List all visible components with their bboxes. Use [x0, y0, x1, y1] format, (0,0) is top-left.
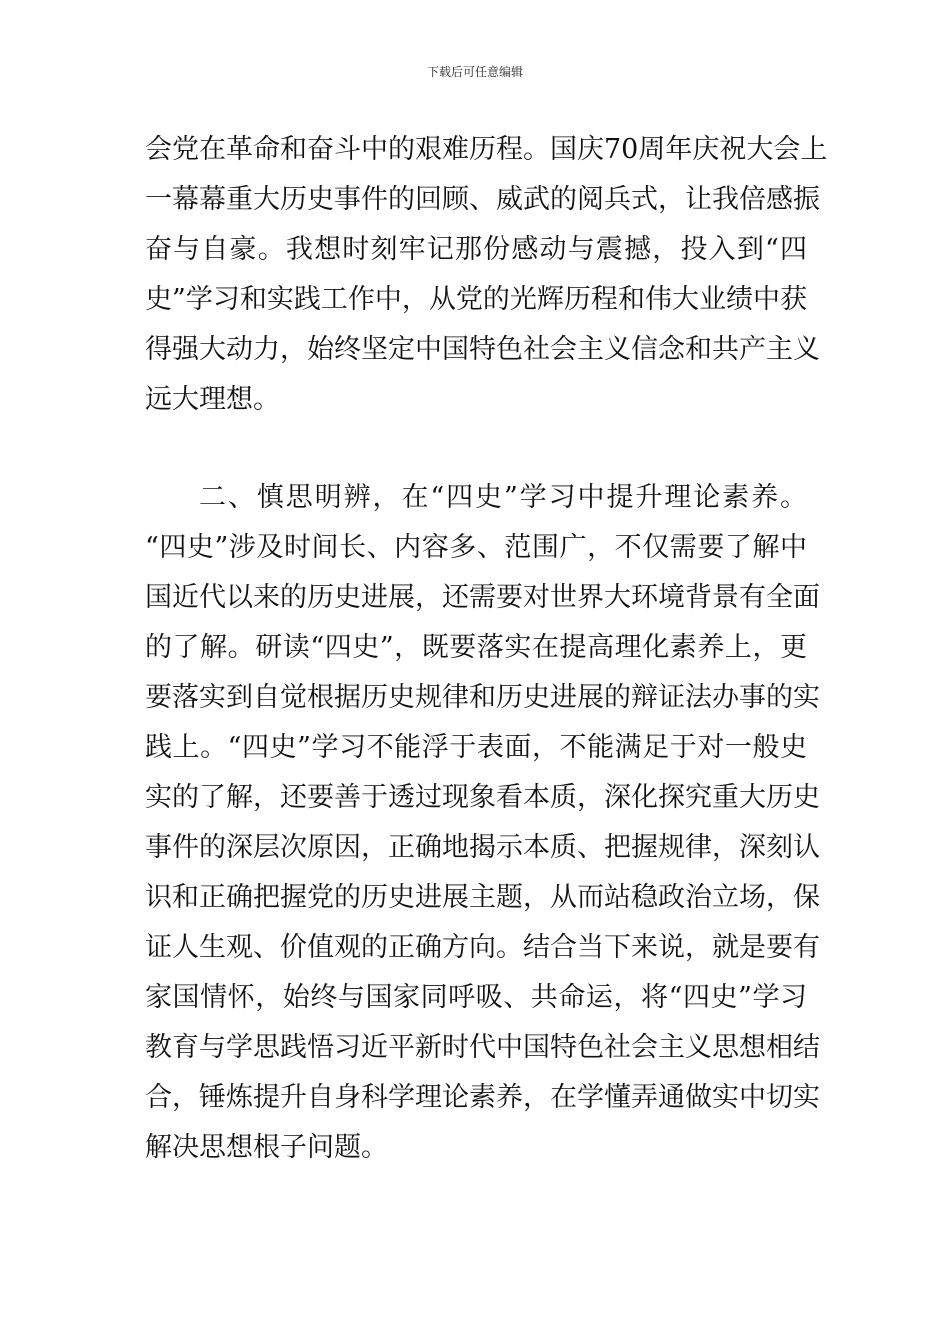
paragraph-line: 的了解。研读“四史”，既要落实在提高理化素养上，更	[145, 632, 807, 663]
paragraph-line: 史”学习和实践工作中，从党的光辉历程和伟大业绩中获	[145, 284, 807, 315]
paragraph-line: 识和正确把握党的历史进展主题，从而站稳政治立场，保	[145, 882, 820, 913]
paragraph-line: 践上。“四史”学习不能浮于表面，不能满足于对一般史	[145, 732, 807, 763]
paragraph-line: 一幕幕重大历史事件的回顾、威武的阅兵式，让我倍感振	[145, 184, 820, 215]
paragraph-line: 事件的深层次原因，正确地揭示本质、把握规律，深刻认	[145, 832, 820, 863]
paragraph-line: 国近代以来的历史进展，还需要对世界大环境背景有全面	[145, 582, 820, 613]
paragraph-line: 合，锤炼提升自身科学理论素养，在学懂弄通做实中切实	[145, 1082, 820, 1113]
paragraph-line: 证人生观、价值观的正确方向。结合当下来说，就是要有	[145, 932, 820, 963]
paragraph-line: 教育与学思践悟习近平新时代中国特色社会主义思想相结	[145, 1032, 820, 1063]
paragraph-line: 会党在革命和奋斗中的艰难历程。国庆70周年庆祝大会上	[145, 134, 828, 165]
page-header: 下载后可任意编辑	[426, 65, 523, 79]
paragraph-line: 得强大动力，始终坚定中国特色社会主义信念和共产主义	[145, 334, 820, 365]
section-heading-line: 二、慎思明辨，在“四史”学习中提升理论素养。	[199, 482, 807, 513]
paragraph-line: 家国情怀，始终与国家同呼吸、共命运，将“四史”学习	[145, 982, 807, 1013]
paragraph-line: 实的了解，还要善于透过现象看本质，深化探究重大历史	[145, 782, 820, 813]
paragraph-line: 解决思想根子问题。	[145, 1132, 388, 1163]
paragraph-line: 要落实到自觉根据历史规律和历史进展的辩证法办事的实	[145, 682, 820, 713]
paragraph-line: 奋与自豪。我想时刻牢记那份感动与震撼，投入到“四	[145, 234, 807, 265]
paragraph-line: 远大理想。	[145, 384, 280, 415]
paragraph-line: “四史”涉及时间长、内容多、范围广，不仅需要了解中	[145, 532, 807, 563]
